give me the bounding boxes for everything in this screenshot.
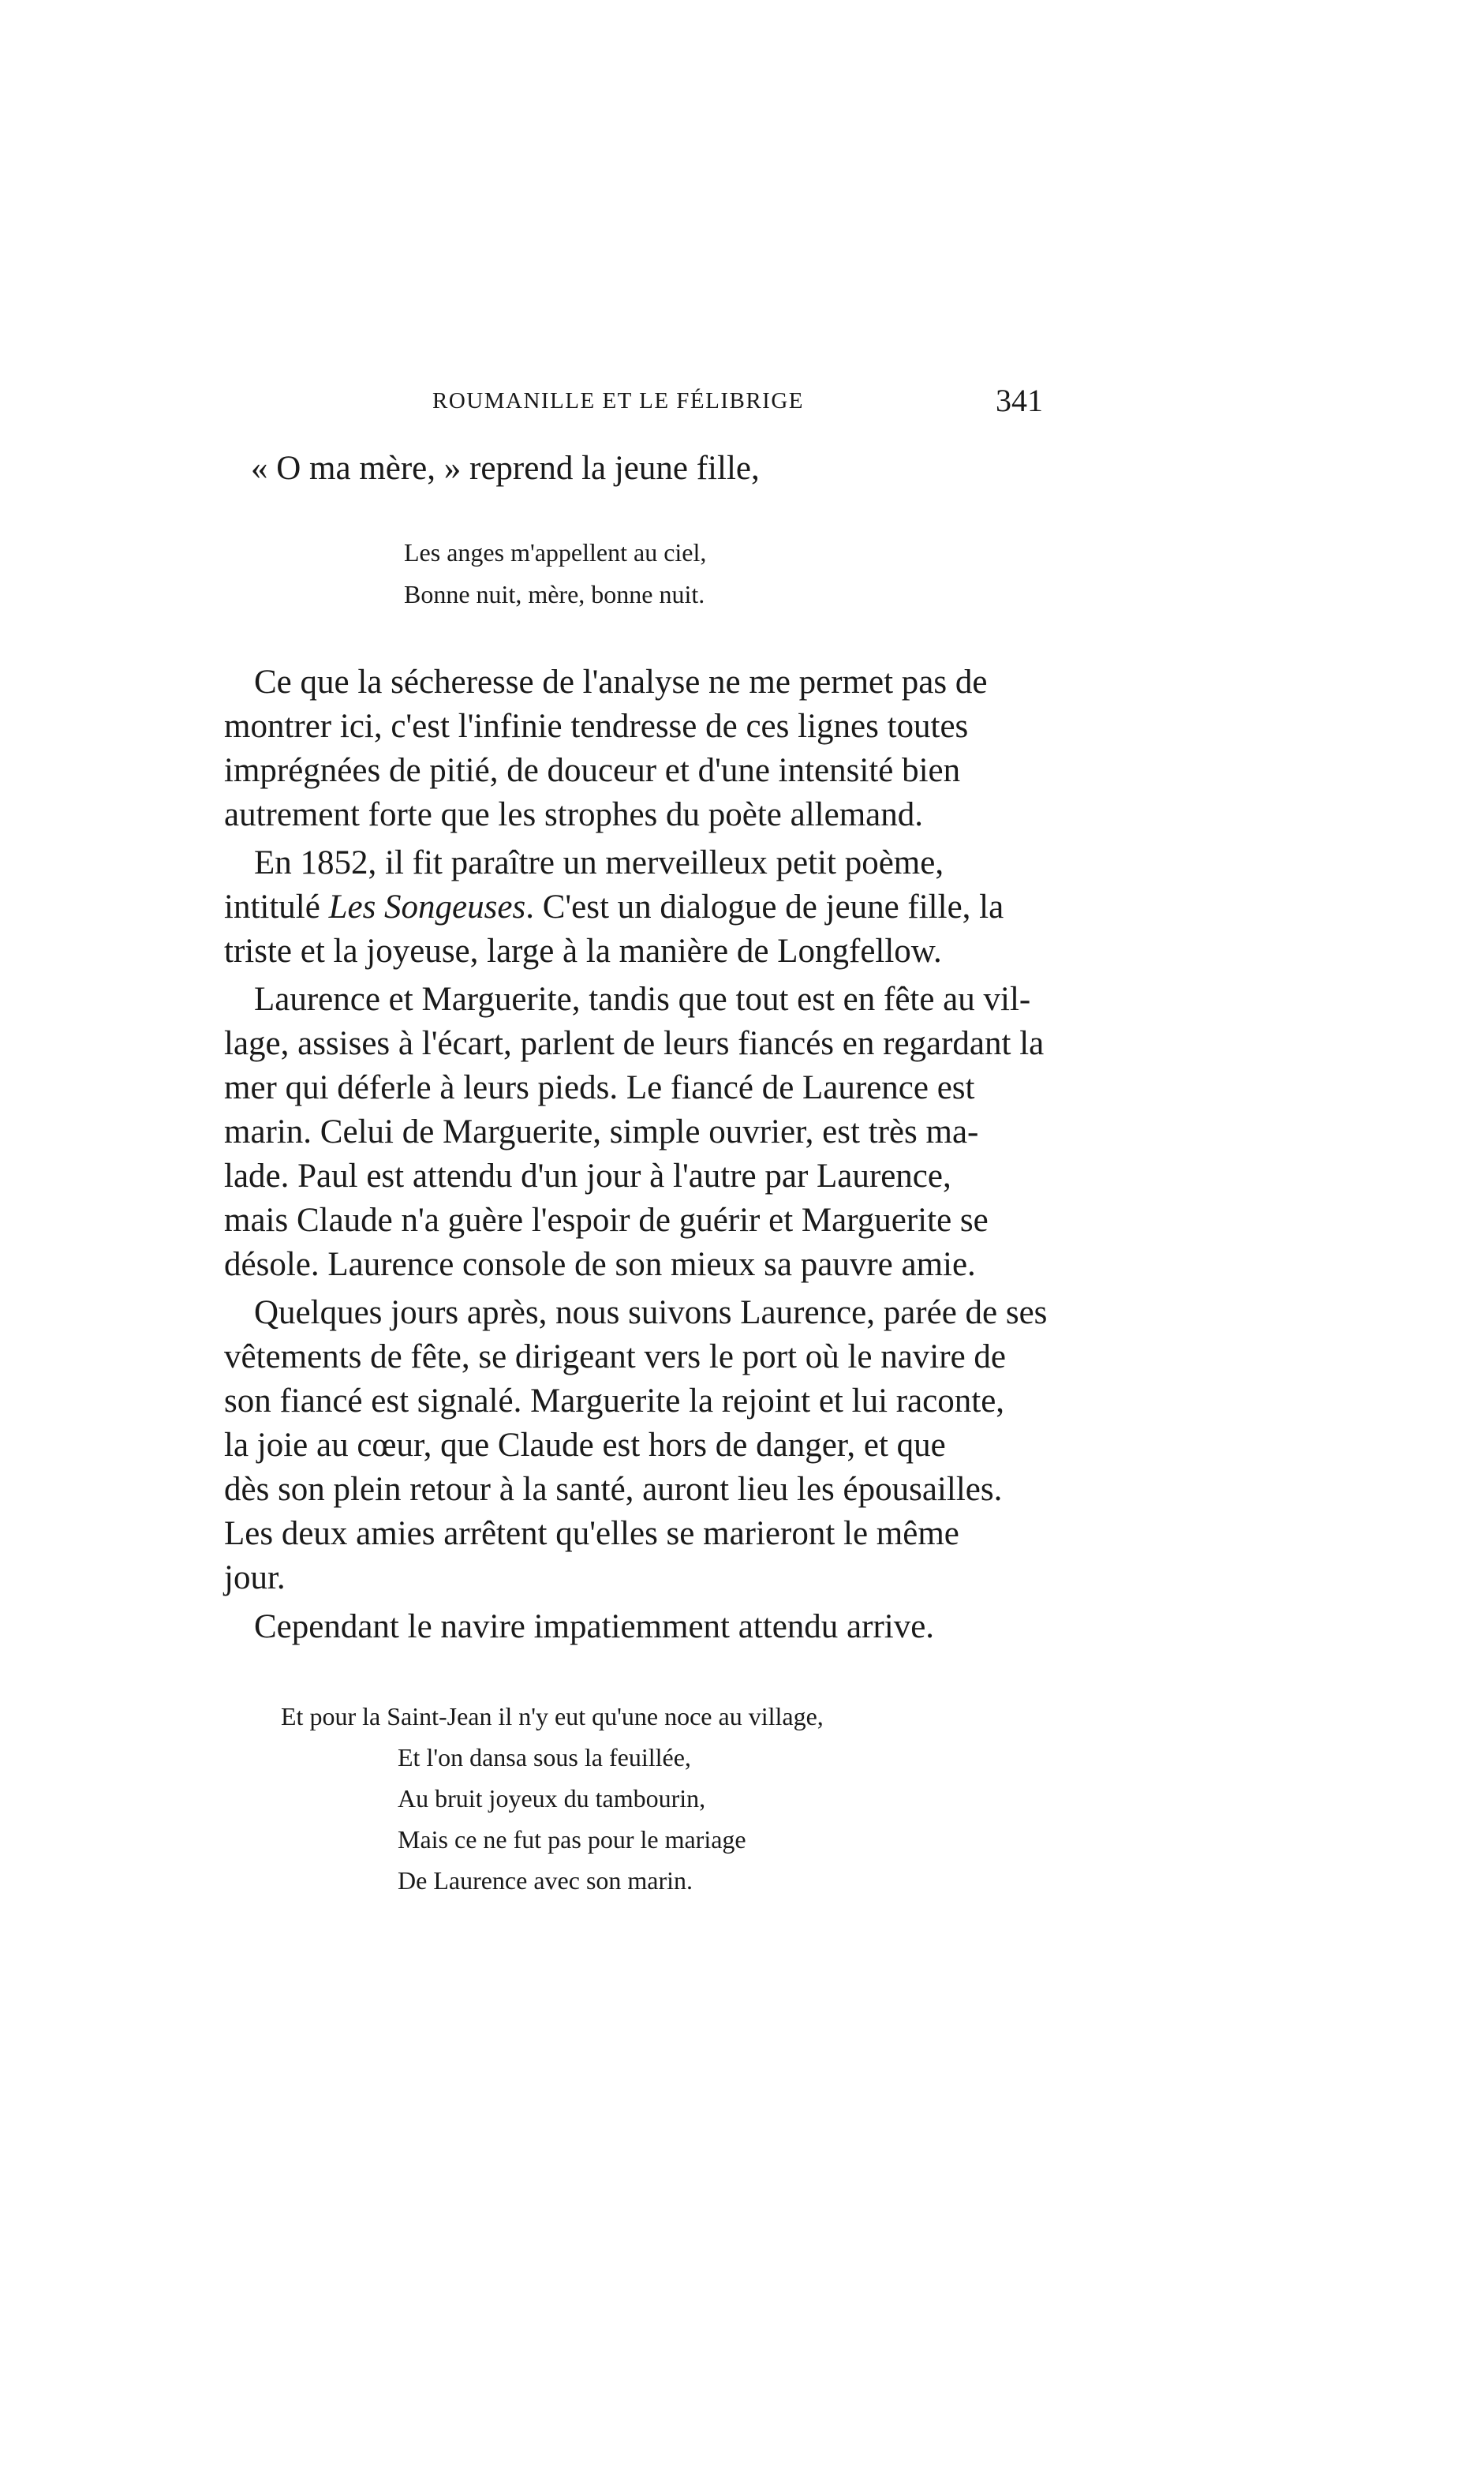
verse-line: Et pour la Saint-Jean il n'y eut qu'une noce au village, <box>281 1702 824 1730</box>
paragraph-line: triste et la joyeuse, large à la manière de Longfellow. <box>224 933 942 970</box>
paragraph-line: Quelques jours après, nous suivons Laurence, parée de ses <box>254 1294 1048 1331</box>
verse-line: Les anges m'appellent au ciel, <box>404 538 707 567</box>
verse-line: Au bruit joyeux du tambourin, <box>398 1784 706 1813</box>
paragraph-line: montrer ici, c'est l'infinie tendresse de ces lignes toutes <box>224 708 969 745</box>
paragraph-line: la joie au cœur, que Claude est hors de danger, et que <box>224 1427 946 1464</box>
poem-title: Les Songeuses <box>328 889 526 926</box>
paragraph-line: lage, assises à l'écart, parlent de leurs fiancés en regardant la <box>224 1025 1045 1062</box>
running-head: ROUMANILLE ET LE FÉLIBRIGE <box>432 388 804 413</box>
paragraph-line: marin. Celui de Marguerite, simple ouvrier, est très ma- <box>224 1113 979 1150</box>
paragraph-line: jour. <box>224 1559 286 1596</box>
paragraph-line: son fiancé est signalé. Marguerite la rejoint et lui raconte, <box>224 1382 1005 1420</box>
opening-line: « O ma mère, » reprend la jeune fille, <box>251 450 760 487</box>
paragraph-line: dès son plein retour à la santé, auront lieu les épousailles. <box>224 1471 1003 1508</box>
verse-line: Et l'on dansa sous la feuillée, <box>398 1743 691 1772</box>
paragraph-line: mer qui déferle à leurs pieds. Le fiancé de Laurence est <box>224 1069 975 1106</box>
paragraph-line: Les deux amies arrêtent qu'elles se marieront le même <box>224 1515 959 1552</box>
paragraph-line: lade. Paul est attendu d'un jour à l'autre par Laurence, <box>224 1158 951 1195</box>
paragraph-line: désole. Laurence console de son mieux sa pauvre amie. <box>224 1246 976 1283</box>
verse-line: De Laurence avec son marin. <box>398 1866 693 1895</box>
paragraph-line: Laurence et Marguerite, tandis que tout est en fête au vil- <box>254 981 1031 1018</box>
page-number: 341 <box>996 383 1043 418</box>
paragraph-line: vêtements de fête, se dirigeant vers le port où le navire de <box>224 1338 1006 1375</box>
paragraph-line: En 1852, il fit paraître un merveilleux petit poème, <box>254 844 944 881</box>
paragraph-line: autrement forte que les strophes du poète allemand. <box>224 796 923 833</box>
verse-line: Mais ce ne fut pas pour le mariage <box>398 1825 746 1854</box>
paragraph-line: mais Claude n'a guère l'espoir de guérir et Marguerite se <box>224 1202 989 1239</box>
paragraph-line: Ce que la sécheresse de l'analyse ne me permet pas de <box>254 664 988 701</box>
paragraph-line: intitulé Les Songeuses. C'est un dialogue de jeune fille, la <box>224 889 1004 926</box>
verse-line: Bonne nuit, mère, bonne nuit. <box>404 580 705 608</box>
paragraph-line: imprégnées de pitié, de douceur et d'une intensité bien <box>224 752 961 789</box>
paragraph-line: Cependant le navire impatiemment attendu arrive. <box>254 1608 935 1645</box>
